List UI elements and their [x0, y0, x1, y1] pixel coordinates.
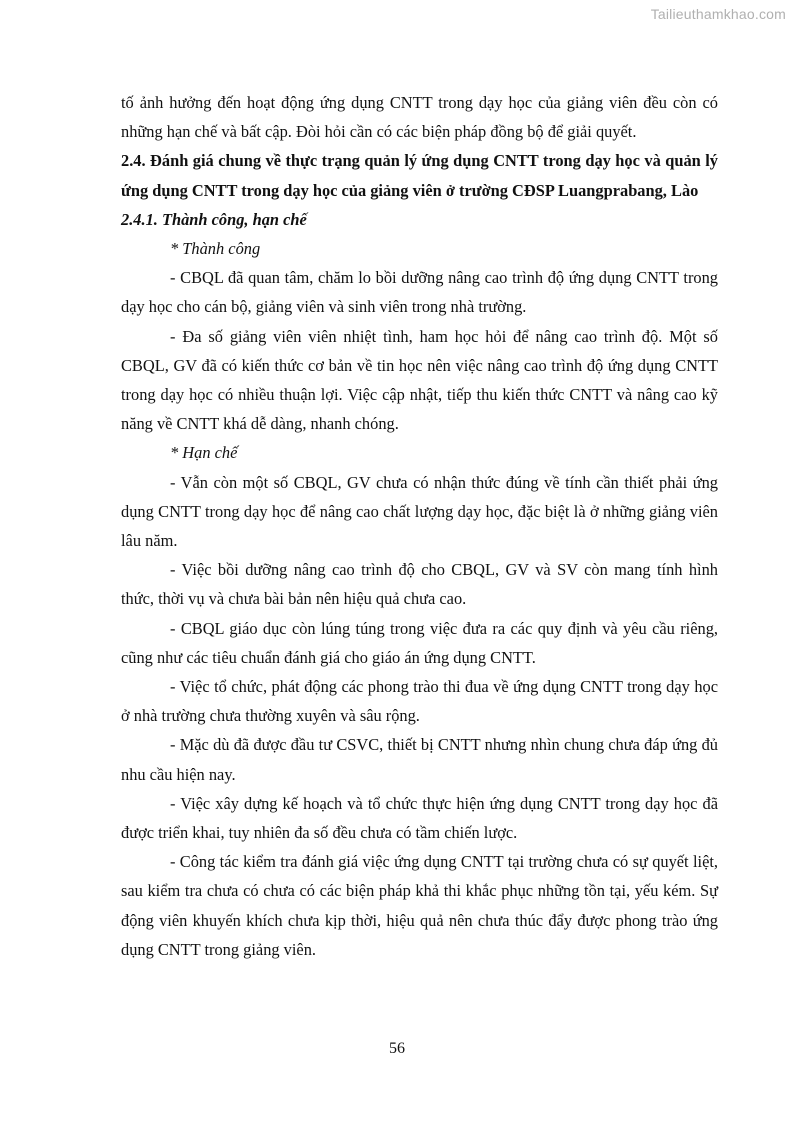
limitation-item: - CBQL giáo dục còn lúng túng trong việc đưa ra các quy định và yêu cầu riêng, cũng như các tiêu chuẩn đánh giá cho giáo án ứng dụng CNTT. — [121, 618, 718, 667]
limitation-item: - Việc bồi dưỡng nâng cao trình độ cho CBQL, GV và SV còn mang tính hình thức, thời vụ và chưa bài bản nên hiệu quả chưa cao. — [121, 560, 718, 609]
limitation-item: - Công tác kiểm tra đánh giá việc ứng dụng CNTT tại trường chưa có sự quyết liệt, sau kiểm tra chưa có chưa có các biện pháp khả thi khắc phục những tồn tại, yếu kém. Sự động viên khuyến khích chưa kịp thời, hiệu quả nên chưa thúc đẩy được phong trào ứng dụng CNTT trong giảng viên. — [121, 852, 718, 959]
watermark-text: Tailieuthamkhao.com — [650, 6, 786, 22]
success-item: - CBQL đã quan tâm, chăm lo bồi dưỡng nâng cao trình độ ứng dụng CNTT trong dạy học cho cán bộ, giảng viên và sinh viên trong nhà trường. — [121, 268, 718, 317]
document-body — [121, 88, 718, 964]
page-number: 56 — [389, 1040, 405, 1057]
limitation-item: - Việc xây dựng kế hoạch và tổ chức thực hiện ứng dụng CNTT trong dạy học đã được triển khai, tuy nhiên đa số đều chưa có tầm chiến lược. — [121, 793, 718, 843]
limitation-item: - Mặc dù đã được đầu tư CSVC, thiết bị CNTT nhưng nhìn chung chưa đáp ứng đủ nhu cầu hiện nay. — [121, 735, 718, 784]
subsection-heading: 2.4.1. Thành công, hạn chế — [121, 209, 307, 229]
limitation-item: - Vẫn còn một số CBQL, GV chưa có nhận thức đúng về tính cần thiết phải ứng dụng CNTT trong dạy học để nâng cao chất lượng dạy học, đặc biệt là ở những giảng viên lâu năm. — [121, 472, 718, 551]
limitation-label: * Hạn chế — [170, 443, 238, 463]
success-item: - Đa số giảng viên viên nhiệt tình, ham học hỏi để nâng cao trình độ. Một số CBQL, GV đã có kiến thức cơ bản về tin học nên việc nâng cao trình độ ứng dụng CNTT trong dạy học có nhiều thuận lợi. Việc cập nhật, tiếp thu kiến thức CNTT và nâng cao kỹ năng về CNTT khá dễ dàng, nhanh chóng. — [121, 326, 718, 434]
limitation-item: - Việc tổ chức, phát động các phong trào thi đua về ứng dụng CNTT trong dạy học ở nhà trường chưa thường xuyên và sâu rộng. — [121, 677, 718, 726]
intro-paragraph: tố ảnh hưởng đến hoạt động ứng dụng CNTT trong dạy học của giảng viên đều còn có những hạn chế và bất cập. Đòi hỏi cần có các biện pháp đồng bộ để giải quyết. — [121, 93, 718, 142]
section-heading: 2.4. Đánh giá chung về thực trạng quản lý ứng dụng CNTT trong dạy học và quản lý ứng dụng CNTT trong dạy học của giảng viên ở trường CĐSP Luangprabang, Lào — [121, 151, 718, 200]
success-label: * Thành công — [170, 239, 261, 259]
